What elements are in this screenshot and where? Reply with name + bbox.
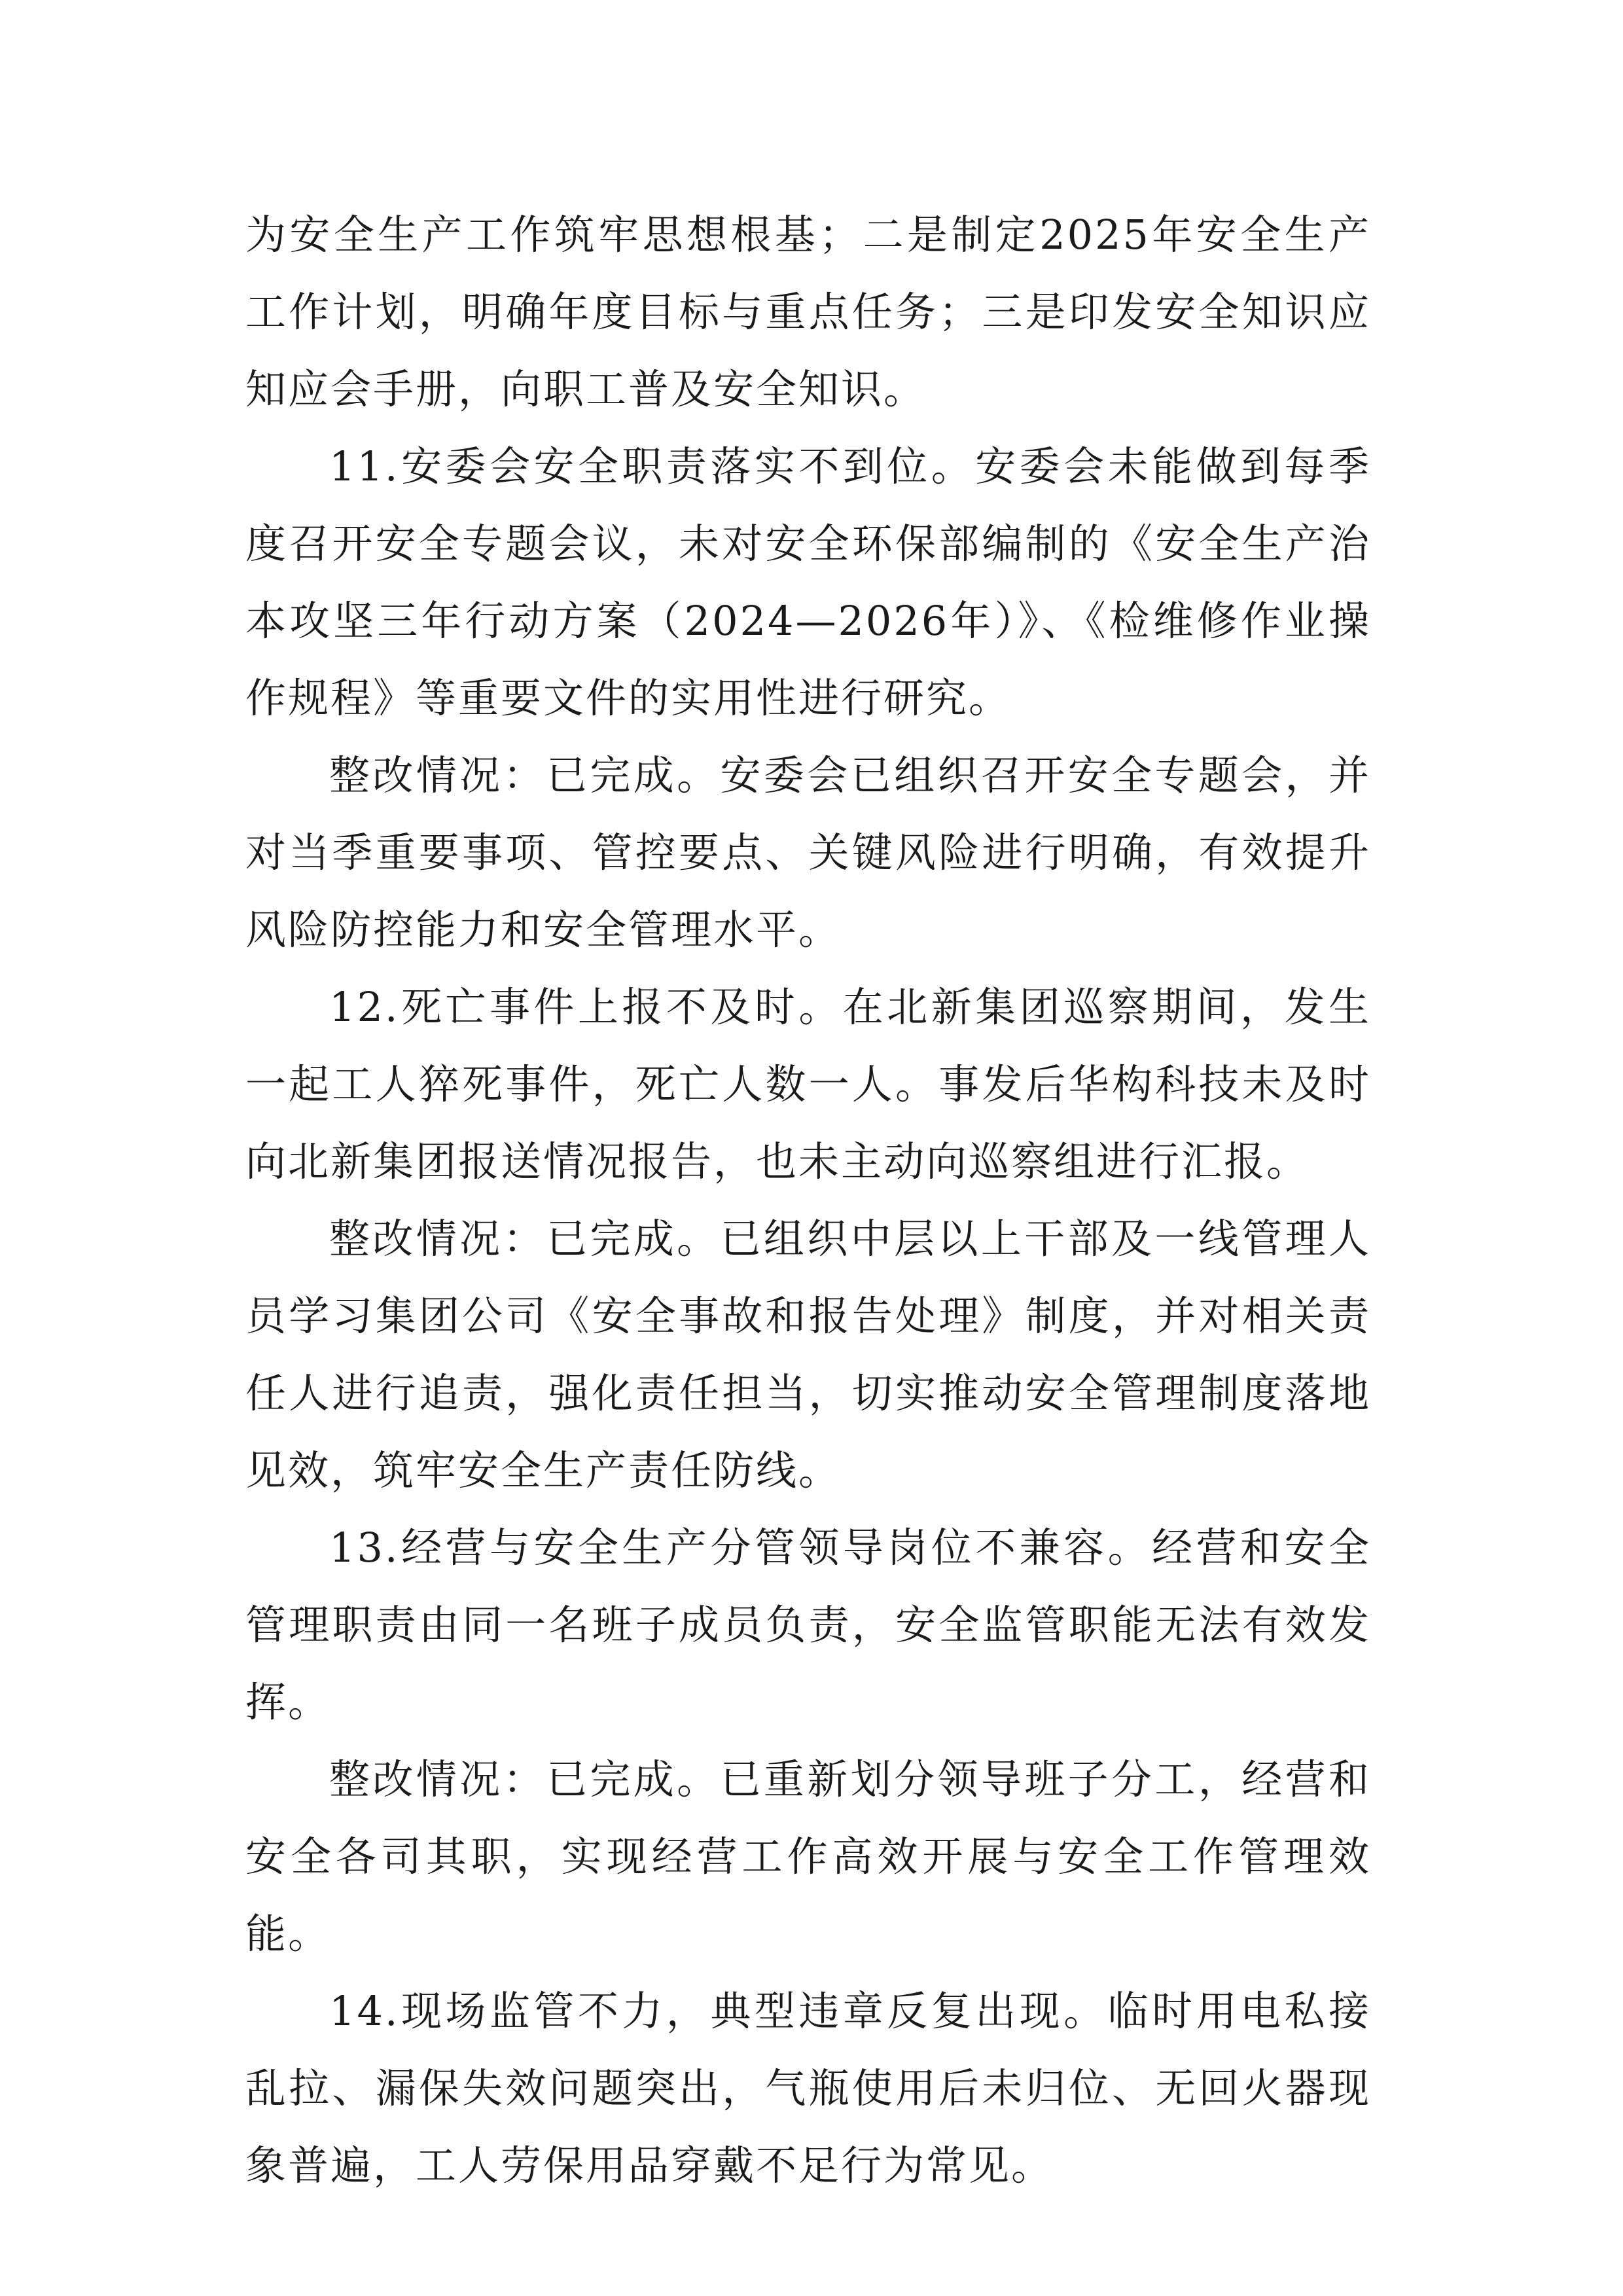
issue-13-paragraph: 13.经营与安全生产分管领导岗位不兼容。经营和安全管理职责由同一名班子成员负责，安全监管职能无法有效发挥。 [245, 1524, 1371, 1726]
continuation-paragraph: 为安全生产工作筑牢思想根基；二是制定2025年安全生产工作计划，明确年度目标与重点任务；三是印发安全知识应知应会手册，向职工普及安全知识。 [245, 211, 1371, 413]
rectification-11-paragraph: 整改情况：已完成。安委会已组织召开安全专题会，并对当季重要事项、管控要点、关键风险进行明确，有效提升风险防控能力和安全管理水平。 [245, 751, 1371, 954]
issue-11-paragraph: 11.安委会安全职责落实不到位。安委会未能做到每季度召开安全专题会议，未对安全环保部编制的《安全生产治本攻坚三年行动方案（2024—2026年）》、《检维修作业操作规程》等重要文件的实用性进行研究。 [245, 442, 1371, 722]
document-body [245, 196, 1371, 2204]
issue-14-paragraph: 14.现场监管不力，典型违章反复出现。临时用电私接乱拉、漏保失效问题突出，气瓶使用后未归位、无回火器现象普遍，工人劳保用品穿戴不足行为常见。 [245, 1987, 1371, 2189]
rectification-12-paragraph: 整改情况：已完成。已组织中层以上干部及一线管理人员学习集团公司《安全事故和报告处理》制度，并对相关责任人进行追责，强化责任担当，切实推动安全管理制度落地见效，筑牢安全生产责任防线。 [245, 1215, 1371, 1494]
issue-12-paragraph: 12.死亡事件上报不及时。在北新集团巡察期间，发生一起工人猝死事件，死亡人数一人。事发后华构科技未及时向北新集团报送情况报告，也未主动向巡察组进行汇报。 [245, 983, 1371, 1185]
rectification-13-paragraph: 整改情况：已完成。已重新划分领导班子分工，经营和安全各司其职，实现经营工作高效开展与安全工作管理效能。 [245, 1755, 1371, 1958]
